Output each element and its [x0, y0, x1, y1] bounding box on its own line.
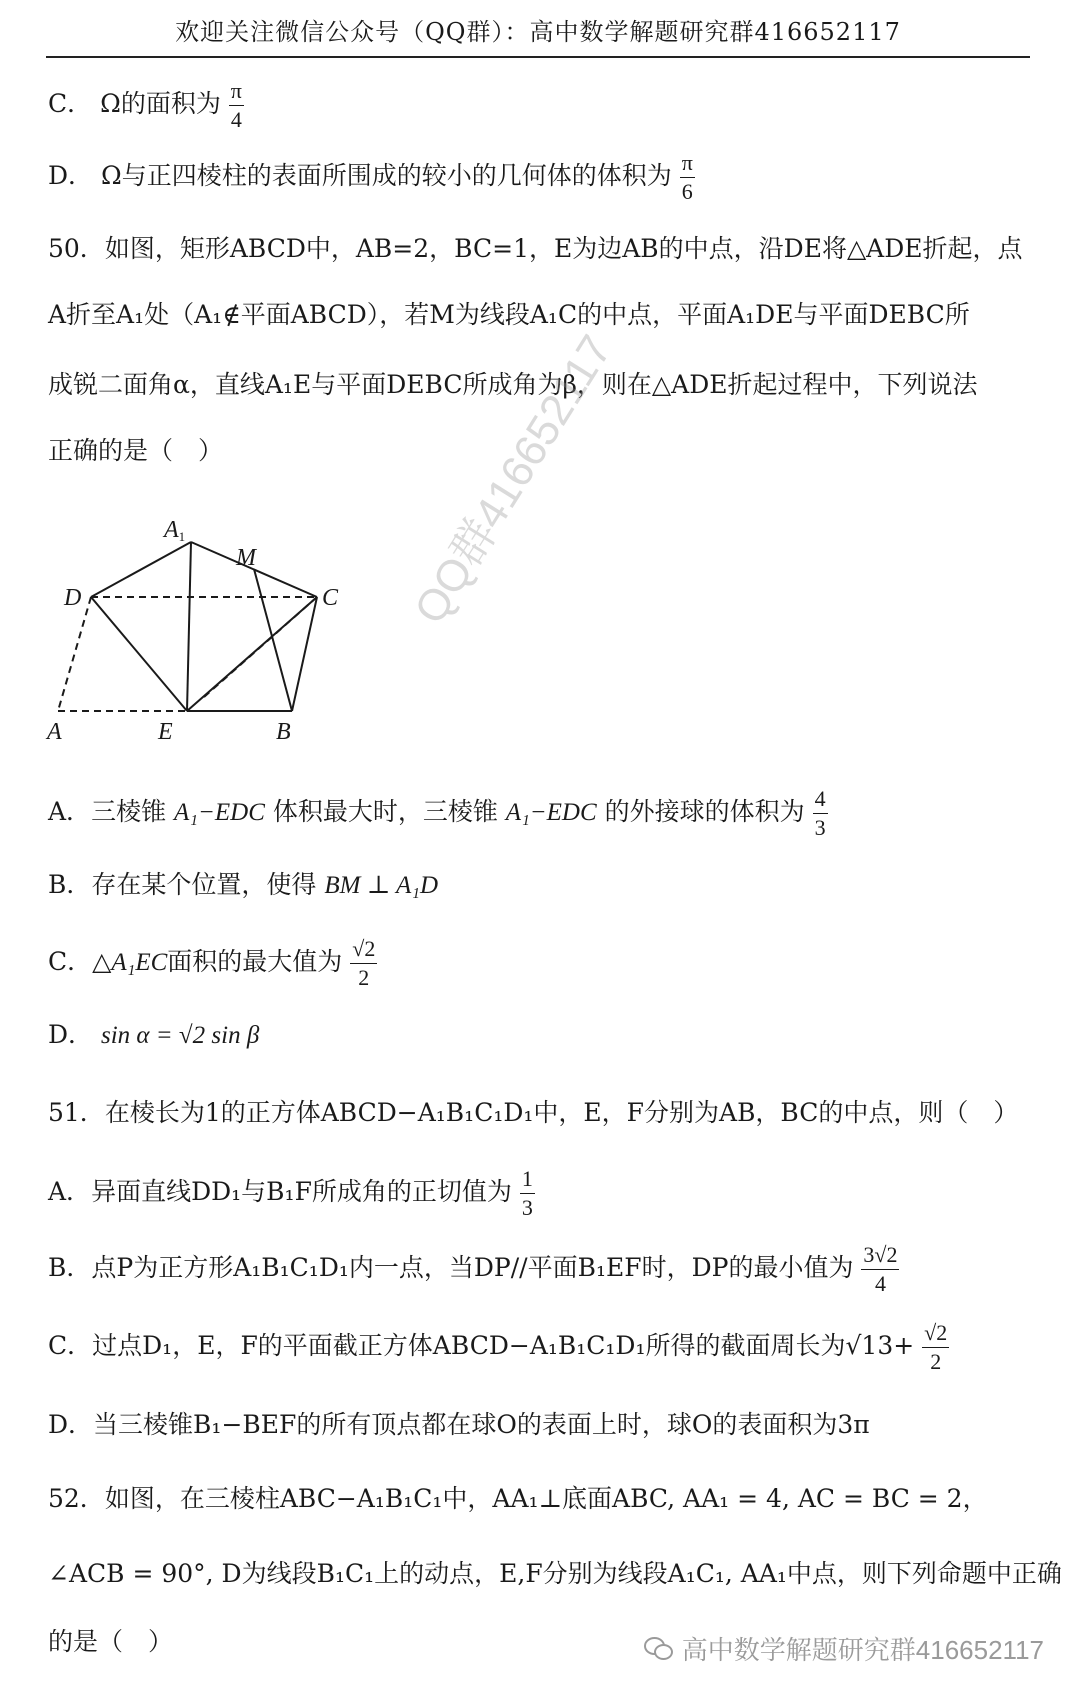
option-prefix: B．: [48, 1253, 92, 1282]
fraction-denominator: 3: [521, 1195, 533, 1220]
option-prefix: A．: [48, 1177, 92, 1206]
q50-stem-line-4: 正确的是（ ）: [48, 436, 224, 465]
math-expression: △A₁EC: [92, 949, 168, 976]
q50-option-a: [48, 788, 828, 839]
fraction-denominator: 2: [930, 1349, 942, 1374]
q50-option-b: [48, 868, 438, 903]
question-number: 51．: [48, 1098, 105, 1127]
option-text: 当三棱锥B₁−BEF的所有顶点都在球O的表面上时，球O的表面积为3π: [93, 1410, 870, 1439]
math-expression: A₁−EDC: [174, 799, 265, 826]
q50-option-c: [48, 938, 377, 989]
question-number: 52．: [48, 1484, 105, 1513]
q51-stem: [48, 1096, 1018, 1130]
edge-MB: [254, 569, 292, 711]
q49-option-c: [48, 80, 244, 131]
q51-option-b: [48, 1244, 899, 1295]
math-expression: sin α = √2 sin β: [101, 1022, 260, 1049]
label-A1: A1: [164, 517, 186, 544]
question-number: 50．: [48, 234, 105, 263]
fraction: [350, 938, 377, 989]
q51-option-d: [48, 1408, 870, 1442]
fraction-numerator: 1: [520, 1168, 535, 1194]
q52-stem-line-3: 的是（ ）: [48, 1627, 174, 1656]
fraction-denominator: 4: [874, 1271, 886, 1296]
stem-text: 在棱长为1的正方体ABCD−A₁B₁C₁D₁中，E，F分别为AB，BC的中点，则（ ）: [104, 1098, 1019, 1127]
fraction-numerator: π: [680, 152, 695, 178]
option-text: 过点D₁，E，F的平面截正方体ABCD−A₁B₁C₁D₁所得的截面周长为√13+: [92, 1331, 915, 1360]
option-text: 异面直线DD₁与B₁F所成角的正切值为: [91, 1177, 512, 1206]
edge-A1E: [187, 542, 191, 711]
label-B: B: [276, 719, 291, 745]
fraction: [813, 788, 828, 839]
fraction-numerator: π: [229, 80, 244, 106]
option-prefix: D．: [48, 161, 94, 190]
math-expression: BM ⊥ A₁D: [324, 872, 439, 899]
fraction: [922, 1322, 949, 1373]
option-prefix: C．: [48, 89, 93, 118]
fraction: [861, 1244, 899, 1295]
footer-watermark: [644, 1630, 1044, 1667]
fraction-denominator: 4: [230, 107, 242, 132]
fraction-numerator: √2: [922, 1322, 949, 1348]
fraction-numerator: 3√2: [861, 1244, 899, 1270]
option-prefix: B．: [48, 870, 92, 899]
q49-option-d: [48, 152, 695, 203]
q50-stem-line-3: 成锐二面角α，直线A₁E与平面DEBC所成角为β，则在△ADE折起过程中，下列说法: [48, 370, 978, 399]
option-text: 点P为正方形A₁B₁C₁D₁内一点，当DP//平面B₁EF时，DP的最小值为: [91, 1253, 854, 1282]
option-text: 三棱锥: [91, 797, 167, 826]
q51-option-a: [48, 1168, 535, 1219]
q50-option-d: [48, 1018, 259, 1053]
fraction-denominator: 3: [814, 815, 826, 840]
option-text: 存在某个位置，使得: [91, 870, 317, 899]
fraction: [520, 1168, 535, 1219]
option-text: 面积的最大值为: [167, 947, 343, 976]
fraction-denominator: 6: [681, 179, 693, 204]
option-prefix: D．: [48, 1020, 94, 1049]
fraction-denominator: 2: [358, 965, 370, 990]
label-E: E: [158, 719, 173, 745]
math-expression: A₁−EDC: [505, 799, 597, 826]
label-D: D: [64, 585, 82, 611]
stem-text: 如图，矩形ABCD中，AB=2，BC=1，E为边AB的中点，沿DE将△ADE折起，点: [104, 234, 1023, 263]
edge-A1D: [91, 542, 191, 597]
q50-geometry-figure: [44, 505, 384, 755]
option-text: 的外接球的体积为: [604, 797, 805, 826]
label-A: A: [47, 719, 62, 745]
page-header: 欢迎关注微信公众号（QQ群）：高中数学解题研究群416652117: [46, 14, 1030, 58]
option-prefix: C．: [48, 947, 93, 976]
edge-CB: [292, 597, 317, 711]
stem-text: 如图，在三棱柱ABC−A₁B₁C₁中，AA₁⊥底面ABC, AA₁ = 4, AC = BC = 2，: [104, 1484, 988, 1513]
option-prefix: D．: [48, 1410, 94, 1439]
fraction: [229, 80, 244, 131]
wechat-icon: [644, 1637, 674, 1661]
option-prefix: A．: [48, 797, 92, 826]
edge-DE: [91, 597, 187, 711]
label-M: M: [236, 545, 256, 571]
label-C: C: [322, 585, 339, 611]
fraction: [680, 152, 695, 203]
q51-option-c: [48, 1322, 949, 1373]
footer-text: 高中数学解题研究群416652117: [681, 1635, 1044, 1665]
q50-stem-line-2: A折至A₁处（A₁∉平面ABCD），若M为线段A₁C的中点，平面A₁DE与平面DEBC所: [48, 300, 970, 329]
q50-stem-line-1: [48, 232, 1023, 266]
watermark-text: QQ群416652117: [405, 326, 622, 633]
option-prefix: C．: [48, 1331, 93, 1360]
option-text: Ω的面积为: [100, 89, 221, 118]
q52-stem-line-1: [48, 1482, 988, 1516]
fraction-numerator: 4: [813, 788, 828, 814]
option-text: 体积最大时，三棱锥: [272, 797, 498, 826]
fraction-numerator: √2: [350, 938, 377, 964]
edge-DA-dashed: [58, 597, 91, 711]
option-text: Ω与正四棱柱的表面所围成的较小的几何体的体积为: [101, 161, 672, 190]
q52-stem-line-2: ∠ACB = 90°, D为线段B₁C₁上的动点，E,F分别为线段A₁C₁, AA₁中点，则下列命题中正确: [48, 1559, 1062, 1588]
